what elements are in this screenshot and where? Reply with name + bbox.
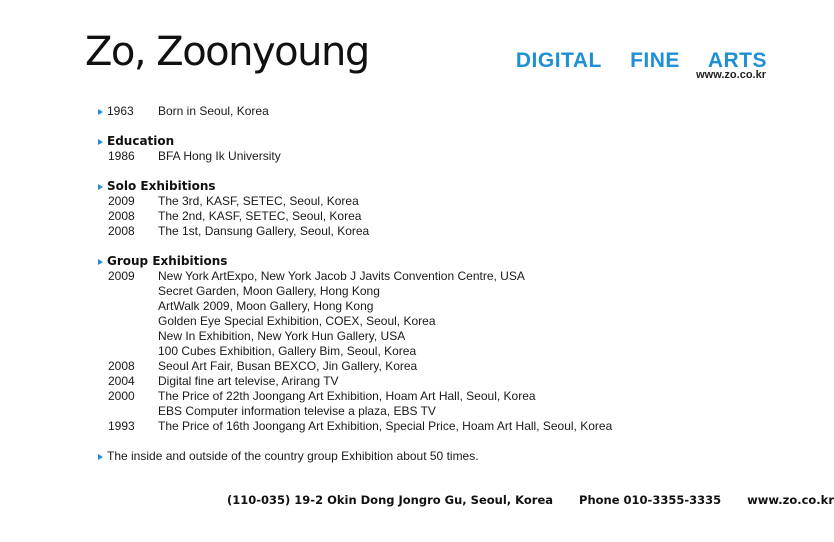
list-item bbox=[98, 389, 612, 404]
item-text: The Price of 22th Joongang Art Exhibition, Hoam Art Hall, Seoul, Korea bbox=[158, 389, 536, 403]
item-text: New York ArtExpo, New York Jacob J Javits Convention Centre, USA bbox=[158, 269, 525, 283]
list-item bbox=[98, 329, 612, 344]
solo-heading bbox=[98, 179, 612, 194]
item-year bbox=[98, 299, 158, 314]
item-year bbox=[98, 344, 158, 359]
item-text: The 3rd, KASF, SETEC, Seoul, Korea bbox=[158, 194, 359, 208]
born-row bbox=[98, 104, 612, 119]
item-text: Seoul Art Fair, Busan BEXCO, Jin Gallery, Korea bbox=[158, 359, 418, 373]
list-item bbox=[98, 269, 612, 284]
item-text: New In Exhibition, New York Hun Gallery, USA bbox=[158, 329, 406, 343]
footer-contact bbox=[227, 493, 834, 507]
footer-phone: Phone 010-3355-3335 bbox=[579, 493, 722, 507]
bullet-arrow-icon bbox=[98, 259, 103, 265]
note-text: The inside and outside of the country group Exhibition about 50 times. bbox=[107, 449, 479, 463]
group-heading bbox=[98, 254, 612, 269]
item-text: Golden Eye Special Exhibition, COEX, Seoul, Korea bbox=[158, 314, 436, 328]
note-row bbox=[98, 449, 612, 464]
item-year: 1986 bbox=[108, 149, 135, 163]
bullet-arrow-icon bbox=[98, 139, 103, 145]
list-item bbox=[98, 149, 612, 164]
item-year: 2008 bbox=[108, 224, 135, 238]
item-text: The 2nd, KASF, SETEC, Seoul, Korea bbox=[158, 209, 362, 223]
bullet-arrow-icon bbox=[98, 184, 103, 190]
item-text: 100 Cubes Exhibition, Gallery Bim, Seoul, Korea bbox=[158, 344, 417, 358]
born-year: 1963 bbox=[107, 104, 134, 118]
item-year: 2008 bbox=[108, 209, 135, 223]
section-title: Group Exhibitions bbox=[107, 254, 228, 268]
section-title: Solo Exhibitions bbox=[107, 179, 216, 193]
footer-url: www.zo.co.kr bbox=[747, 493, 834, 507]
item-text: The 1st, Dansung Gallery, Seoul, Korea bbox=[158, 224, 370, 238]
bullet-arrow-icon bbox=[98, 454, 103, 460]
item-year: 2009 bbox=[108, 194, 135, 208]
item-text: BFA Hong Ik University bbox=[158, 149, 281, 163]
item-text: EBS Computer information televise a plaza, EBS TV bbox=[158, 404, 436, 418]
item-year: 1993 bbox=[108, 419, 135, 433]
item-year: 2008 bbox=[108, 359, 135, 373]
item-text: ArtWalk 2009, Moon Gallery, Hong Kong bbox=[158, 299, 374, 313]
item-year bbox=[98, 284, 158, 299]
list-item bbox=[98, 224, 612, 239]
list-item bbox=[98, 299, 612, 314]
cv-content bbox=[98, 104, 612, 464]
artist-name: Zo, Zoonyoung bbox=[85, 29, 369, 75]
list-item bbox=[98, 359, 612, 374]
item-year: 2004 bbox=[108, 374, 135, 388]
item-year bbox=[98, 329, 158, 344]
list-item bbox=[98, 404, 612, 419]
list-item bbox=[98, 374, 612, 389]
section-title: Education bbox=[107, 134, 175, 148]
brand-title: DIGITAL FINE ARTS bbox=[515, 49, 767, 72]
list-item bbox=[98, 209, 612, 224]
born-text: Born in Seoul, Korea bbox=[158, 104, 269, 118]
list-item bbox=[98, 284, 612, 299]
list-item bbox=[98, 419, 612, 434]
item-year: 2009 bbox=[108, 269, 135, 283]
item-text: Secret Garden, Moon Gallery, Hong Kong bbox=[158, 284, 380, 298]
list-item bbox=[98, 344, 612, 359]
item-year bbox=[98, 404, 158, 419]
item-year bbox=[98, 314, 158, 329]
education-heading bbox=[98, 134, 612, 149]
item-text: Digital fine art televise, Arirang TV bbox=[158, 374, 339, 388]
list-item bbox=[98, 314, 612, 329]
brand-url: www.zo.co.kr bbox=[696, 69, 766, 81]
list-item bbox=[98, 194, 612, 209]
item-year: 2000 bbox=[108, 389, 135, 403]
footer-address: (110-035) 19-2 Okin Dong Jongro Gu, Seoul, Korea bbox=[227, 493, 554, 507]
bullet-arrow-icon bbox=[98, 109, 103, 115]
item-text: The Price of 16th Joongang Art Exhibition, Special Price, Hoam Art Hall, Seoul, Korea bbox=[158, 419, 613, 433]
